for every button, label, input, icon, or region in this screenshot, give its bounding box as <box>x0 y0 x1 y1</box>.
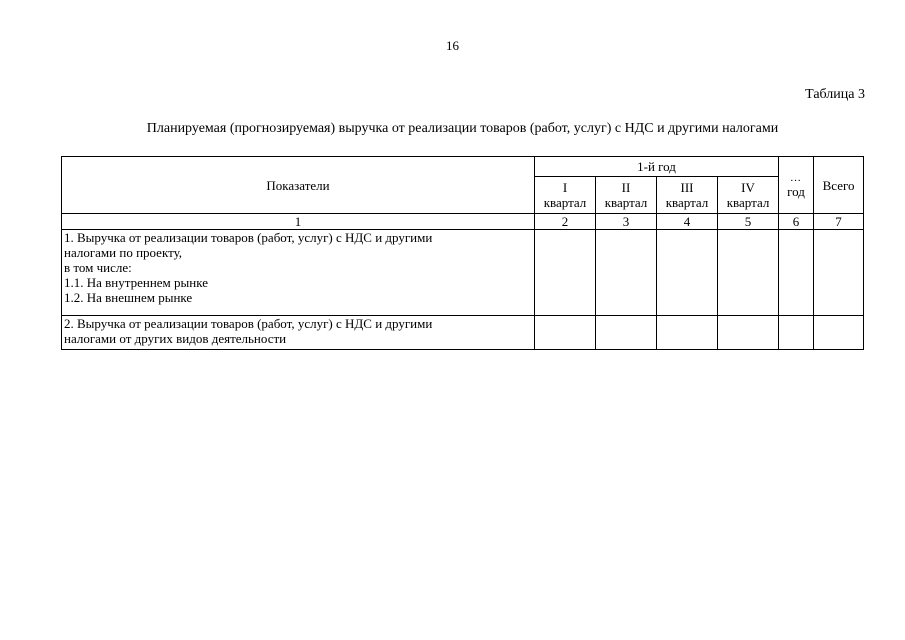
column-number: 1 <box>62 214 535 230</box>
column-number: 7 <box>814 214 864 230</box>
quarter-word: квартал <box>543 195 587 210</box>
header-year-word: год <box>787 183 805 199</box>
table-row <box>62 316 864 350</box>
page-number: 16 <box>446 38 459 53</box>
column-number: 4 <box>657 214 718 230</box>
header-ellipsis: … <box>790 171 803 184</box>
column-number: 5 <box>718 214 779 230</box>
revenue-table <box>61 156 864 350</box>
value-cell <box>596 230 657 316</box>
header-quarter-2 <box>596 177 657 214</box>
value-cell <box>814 316 864 350</box>
table-label: Таблица 3 <box>805 87 865 102</box>
quarter-word: квартал <box>604 195 648 210</box>
header-quarter-1 <box>535 177 596 214</box>
table-row <box>62 230 864 316</box>
row-indicator-cell <box>62 316 535 350</box>
column-number: 6 <box>779 214 814 230</box>
value-cell <box>779 230 814 316</box>
column-number: 2 <box>535 214 596 230</box>
header-year-n <box>779 157 814 214</box>
value-cell <box>657 230 718 316</box>
table-title: Планируемая (прогнозируемая) выручка от реализации товаров (работ, услуг) с НДС и другими налогами <box>146 121 779 136</box>
quarter-word: квартал <box>665 195 709 210</box>
row-text-line: в том числе: <box>64 260 132 275</box>
quarter-roman: I <box>562 180 568 195</box>
row-text-line: налогами по проекту, <box>64 245 183 260</box>
quarter-roman: II <box>621 180 631 195</box>
header-quarter-3 <box>657 177 718 214</box>
quarter-roman: III <box>680 180 694 195</box>
header-indicators: Показатели <box>62 157 535 214</box>
header-row-1 <box>62 157 864 177</box>
row-text-line: 1. Выручка от реализации товаров (работ, услуг) с НДС и другими <box>64 230 433 245</box>
value-cell <box>814 230 864 316</box>
header-total: Всего <box>814 157 864 214</box>
row-text-line: 2. Выручка от реализации товаров (работ, услуг) с НДС и другими <box>64 316 433 331</box>
row-text-line: 1.2. На внешнем рынке <box>64 290 193 305</box>
row-indicator-cell <box>62 230 535 316</box>
quarter-word: квартал <box>726 195 770 210</box>
value-cell <box>718 230 779 316</box>
row-text-line: 1.1. На внутреннем рынке <box>64 275 208 290</box>
column-number: 3 <box>596 214 657 230</box>
value-cell <box>535 316 596 350</box>
header-year-1: 1-й год <box>535 157 779 177</box>
value-cell <box>779 316 814 350</box>
column-numbers-row <box>62 214 864 230</box>
header-quarter-4 <box>718 177 779 214</box>
quarter-roman: IV <box>741 180 755 195</box>
value-cell <box>657 316 718 350</box>
value-cell <box>596 316 657 350</box>
row-text-line: налогами от других видов деятельности <box>64 331 287 346</box>
value-cell <box>718 316 779 350</box>
value-cell <box>535 230 596 316</box>
